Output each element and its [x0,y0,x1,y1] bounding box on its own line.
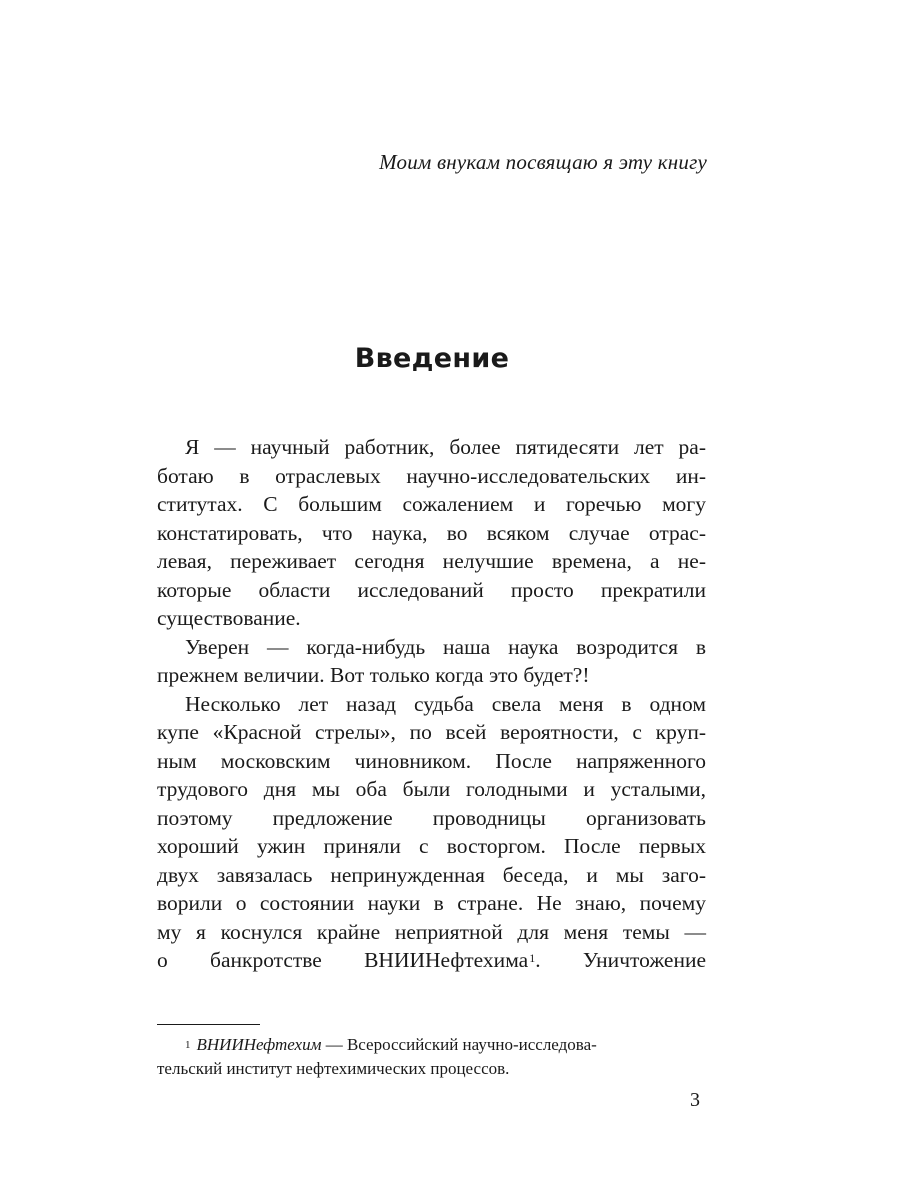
text-line: констатировать, что наука, во всяком случае отрас- [157,520,706,545]
text-fragment: о банкротстве ВНИИНефтехима [157,948,529,972]
text-line: поэтому предложение проводницы организовать [157,805,706,830]
text-line: ворили о состоянии науки в стране. Не знаю, почему [157,891,706,915]
footnote-line [157,1033,709,1057]
text-line: ным московским чиновником. После напряженного [157,748,706,773]
text-line: купе «Красной стрелы», по всей вероятности, с круп- [157,720,706,744]
body-text [157,433,706,975]
footnote-reference[interactable]: 1 [529,951,536,965]
text-fragment: . Уничтожение [535,948,706,972]
text-line: му я коснулся крайне неприятной для меня темы — [157,919,706,944]
text-line: ститутах. С большим сожалением и горечью могу [157,492,706,516]
footnote-divider [157,1024,260,1025]
footnote-term: ВНИИНефтехим [196,1035,322,1054]
text-line: которые области исследований просто прекратили [157,577,706,602]
footnote-line: тельский институт нефтехимических процессов. [157,1059,510,1078]
text-line: ботаю в отраслевых научно-исследовательских ин- [157,463,706,488]
chapter-title: Введение [354,343,510,374]
text-line: прежнем величии. Вот только когда это будет?! [157,663,590,687]
text-line: трудового дня мы оба были голодными и усталыми, [157,777,706,801]
text-line: Несколько лет назад судьба свела меня в одном [185,691,706,716]
page-number: 3 [690,1089,700,1111]
text-line: Уверен — когда-нибудь наша наука возродится в [185,634,706,659]
footnote-text: — Всероссийский научно-исследова- [321,1035,597,1054]
text-line: двух завязалась непринужденная беседа, и мы заго- [157,862,706,887]
text-line-last [157,946,706,975]
text-line: левая, переживает сегодня нелучшие времена, а не- [157,549,706,573]
text-line: существование. [157,606,301,630]
epigraph: Моим внукам посвящаю я эту книгу [379,150,707,174]
footnote [157,1033,709,1081]
text-line: Я — научный работник, более пятидесяти лет ра- [185,435,706,459]
footnote-marker: 1 [185,1039,191,1051]
text-line: хороший ужин приняли с восторгом. После первых [157,834,706,858]
